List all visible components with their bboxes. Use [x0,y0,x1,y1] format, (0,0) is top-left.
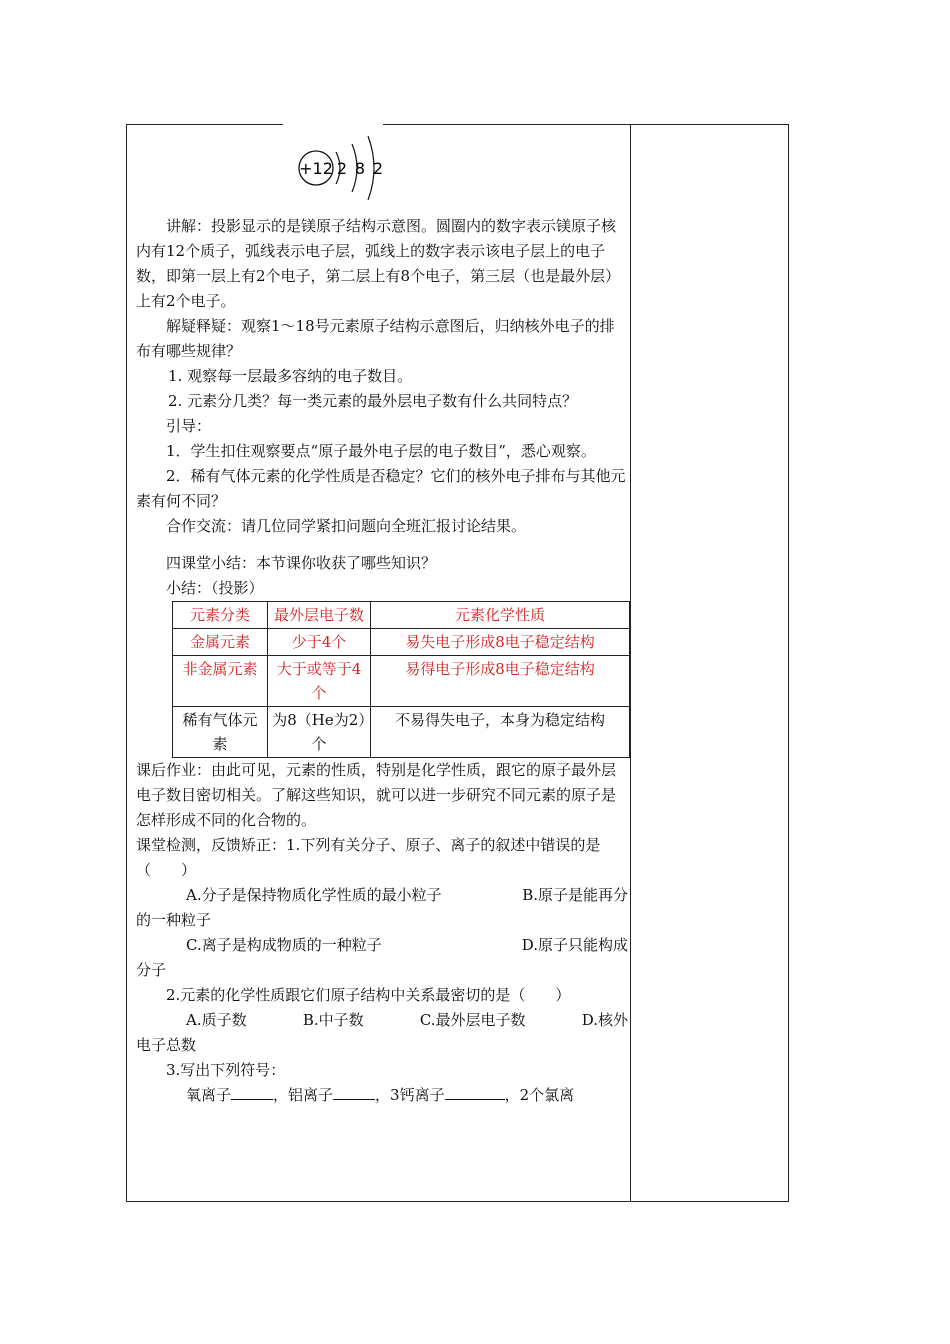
summary-table-header [173,602,630,629]
table-row [173,629,630,656]
table-cell: 大于或等于4个 [268,656,371,707]
guide-item-1: 1．学生扣住观察要点“原子最外电子层的电子数目”，悉心观察。 [166,442,596,460]
question-item-2: 2. 元素分几类？每一类元素的最外层电子数有什么共同特点？ [168,392,578,410]
table-cell: 易失电子形成8电子稳定结构 [371,629,630,656]
table-cell: 不易得失电子，本身为稳定结构 [371,707,630,758]
summary-title: 四课堂小结：本节课你收获了哪些知识？ [166,554,437,572]
q1-option-b: B.原子是能再分 [522,886,628,904]
guide-item-2: 2．稀有气体元素的化学性质是否稳定？它们的核外电子排布与其他元素有何不同？ [136,467,626,510]
table-cell: 少于4个 [268,629,371,656]
q1-option-d-continued: 分子 [136,961,167,979]
q2-option-c: C.最外层电子数 [419,1011,526,1029]
summary-subtitle: 小结：（投影） [166,579,264,597]
q1-option-c: C.离子是构成物质的一种粒子 [186,936,382,954]
table-cell: 稀有气体元素 [173,707,268,758]
q1-options-row-1 [136,883,628,908]
column-divider [630,125,631,1201]
lesson-content [136,142,628,1108]
table-cell: 金属元素 [173,629,268,656]
cooperation-paragraph: 合作交流：请几位同学紧扣问题向全班汇报讨论结果。 [166,517,527,535]
spacer [136,539,628,551]
header-cell: 元素化学性质 [371,602,630,629]
header-cell: 元素分类 [173,602,268,629]
test-intro: 课堂检测，反馈矫正：1.下列有关分子、原子、离子的叙述中错误的是（ ） [136,836,601,879]
table-row [173,707,630,758]
q2-option-d: D.核外 [581,1011,628,1029]
nucleus-charge: +12 [299,159,333,178]
q1-option-a: A.分子是保持物质化学性质的最小粒子 [186,886,442,904]
explanation-paragraph: 讲解：投影显示的是镁原子结构示意图。圆圈内的数字表示镁原子核内有12个质子，弧线表示电子层，弧线上的数字表示该电子层上的电子数，即第一层上有2个电子，第二层上有8个电子，第三层（也是最外层）上有2个电子。 [136,217,621,310]
q2-options-row [136,1008,628,1033]
atom-structure-figure [286,118,426,208]
homework-paragraph: 课后作业：由此可见，元素的性质，特别是化学性质，跟它的原子最外层电子数目密切相关。了解这些知识，就可以进一步研究不同元素的原子是怎样形成不同的化合物的。 [136,761,617,829]
table-cell: 为8（He为2）个 [268,707,371,758]
q1-option-b-continued: 的一种粒子 [136,911,212,929]
header-cell: 最外层电子数 [268,602,371,629]
guide-title: 引导： [166,417,212,435]
q3-label-calcium: ，3钙离子 [375,1086,445,1104]
summary-table [172,601,630,758]
table-cell: 非金属元素 [173,656,268,707]
question-item-1: 1. 观察每一层最多容纳的电子数目。 [168,367,413,385]
answer-blank[interactable] [333,1083,375,1100]
q2-option-d-continued: 电子总数 [136,1036,197,1054]
q3-stem: 3.写出下列符号： [166,1061,286,1079]
q3-label-aluminum: ，铝离子 [273,1086,334,1104]
answer-blank[interactable] [231,1083,273,1100]
q2-option-b: B.中子数 [302,1011,364,1029]
magnesium-atom-diagram [136,142,628,214]
q1-option-d: D.原子只能构成 [521,936,628,954]
q3-label-chlorine: ，2个氯离 [504,1086,575,1104]
shell-2-electrons: 8 [354,159,366,178]
question-paragraph: 解疑释疑：观察1～18号元素原子结构示意图后，归纳核外电子的排布有哪些规律？ [136,317,615,360]
shell-1-electrons: 2 [336,159,348,178]
q2-option-a: A.质子数 [186,1011,247,1029]
shell-3-electrons: 2 [372,159,384,178]
q2-stem: 2.元素的化学性质跟它们原子结构中关系最密切的是（ ） [166,986,571,1004]
q1-options-row-2 [136,933,628,958]
q3-fill-row [136,1083,628,1108]
table-cell: 易得电子形成8电子稳定结构 [371,656,630,707]
answer-blank[interactable] [445,1083,505,1100]
table-row [173,656,630,707]
q3-label-oxygen: 氧离子 [186,1086,232,1104]
